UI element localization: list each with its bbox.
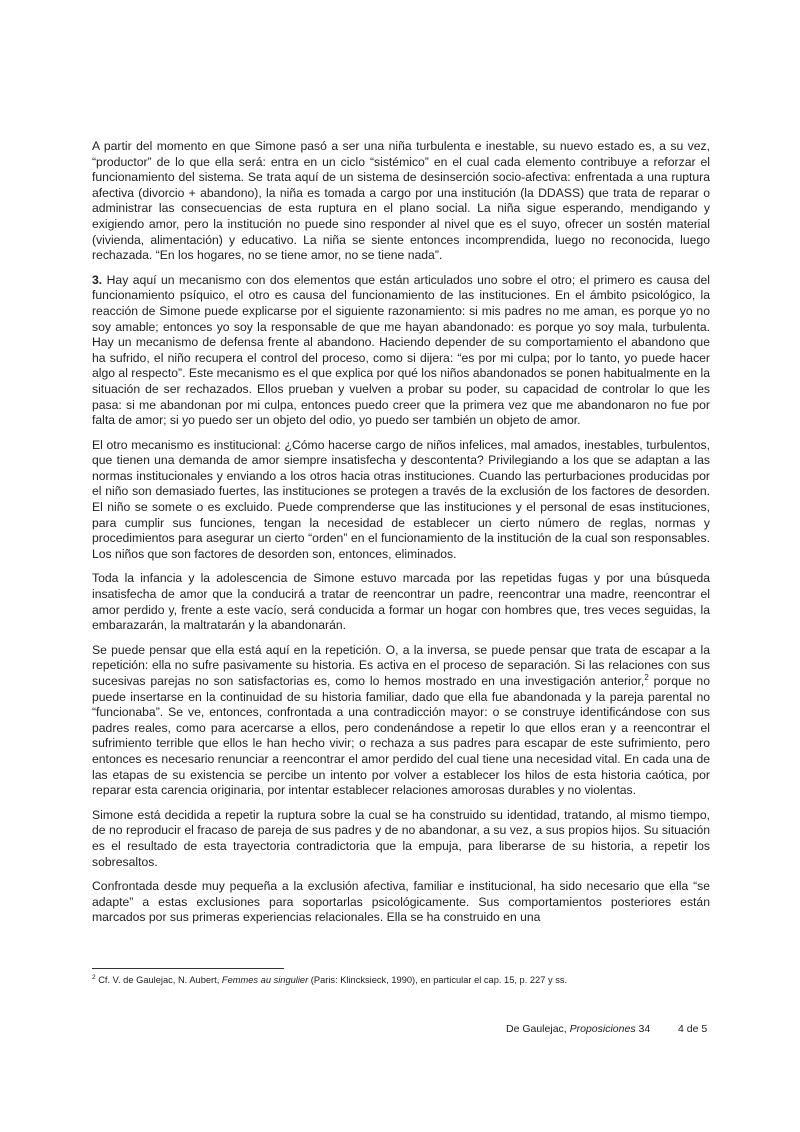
footer-journal-title: Proposiciones: [569, 1023, 636, 1035]
footnote-book-title: Femmes au singulier: [221, 975, 309, 985]
paragraph: Confrontada desde muy pequeña a la exclusión afectiva, familiar e institucional, ha sido necesario que ella “se adapte” a estas exclusiones para soportarlas psicológicamente. Sus comportamientos posteriores están marcados por sus primeras experiencias relacionales. Ella se ha construido en una: [92, 879, 710, 925]
footnote-text: (Paris: Klincksieck, 1990), en particular el cap. 15, p. 227 y ss.: [308, 975, 568, 985]
footnote-separator: [92, 968, 284, 969]
footnote-number: 2: [92, 973, 96, 981]
paragraph: [92, 273, 710, 429]
footnote-reference[interactable]: 2: [644, 672, 649, 682]
footer-author: De Gaulejac,: [506, 1023, 570, 1035]
paragraph: A partir del momento en que Simone pasó a ser una niña turbulenta e inestable, su nuevo estado es, a su vez, “productor” de lo que ella será: entra en un ciclo “sistémico” en el cual cada elemento contribuye a reforzar el funcionamiento del sistema. Se trata aquí de un sistema de desinserción socio-afectiva: enfrentada a una ruptura afectiva (divorcio + abandono), la niña es tomada a cargo por una institución (la DDASS) que trata de reparar o administrar las consecuencias de esta ruptura en el plano social. La niña sigue esperando, mendigando y exigiendo amor, pero la institución no puede sino responder al nivel que es el suyo, ofrecer un sostén material (vivienda, alimentación) y educativo. La niña se siente entonces incomprendida, luego no reconocida, luego rechazada. “En los hogares, no se tiene amor, no se tiene nada”.: [92, 139, 710, 263]
footer-issue: 34: [635, 1023, 651, 1035]
paragraph: Toda la infancia y la adolescencia de Simone estuvo marcada por las repetidas fugas y por una búsqueda insatisfecha de amor que la conducirá a tratar de reencontrar un padre, reencontrar una madre, reencontrar el amor perdido y, frente a este vacío, será conducida a formar un hogar con hombres que, tres veces seguidas, la embarazarán, la maltratarán y la abandonarán.: [92, 571, 710, 633]
footnote-text: Cf. V. de Gaulejac, N. Aubert,: [95, 975, 222, 985]
paragraph-text: Hay aquí un mecanismo con dos elementos que están articulados uno sobre el otro; el primero es causa del funcionamiento psíquico, el otro es causa del funcionamiento de las instituciones. En el ámbito psicológico, la reacción de Simone puede explicarse por el siguiente razonamiento: si mis padres no me aman, es porque yo no soy amable; entonces yo soy la responsable de que me hayan abandonado: es porque yo soy mala, turbulenta. Hay un mecanismo de defensa frente al abandono. Haciendo depender de su comportamiento el abandono que ha sufrido, el niño recupera el control del proceso, como si dijera: “es por mi culpa; por lo tanto, yo puede hacer algo al respecto”. Este mecanismo es el que explica por qué los niños abandonados se ponen habitualmente en la situación de ser rechazados. Ellos prueban y vuelven a probar su poder, su capacidad de controlar lo que les pasa: si me abandonan por mi culpa, entonces puedo creer que la primera vez que me abandonaron no fue por falta de amor; si yo puedo ser un objeto del odio, yo puedo ser también un objeto de amor.: [92, 272, 710, 428]
paragraph: Simone está decidida a repetir la ruptura sobre la cual se ha construido su identidad, tratando, al mismo tiempo, de no reproducir el fracaso de pareja de sus padres y de no abandonar, a su vez, a sus propios hijos. Su situación es el resultado de esta trayectoria contradictoria que la empuja, para liberarse de su historia, a repetir los sobresaltos.: [92, 807, 710, 869]
page-number: 4 de 5: [678, 1023, 708, 1035]
paragraph-text: Se puede pensar que ella está aquí en la repetición. O, a la inversa, se puede pensar que trata de escapar a la repetición: ella no sufre pasivamente su historia. Es activa en el proceso de separación. Si las relaciones con sus sucesivas parejas no son satisfactorias es, como lo hemos mostrado en una investigación anterior,: [92, 642, 710, 688]
section-number: 3.: [92, 272, 103, 287]
footer-source: [506, 1023, 650, 1036]
body-text: [92, 139, 710, 935]
paragraph: El otro mecanismo es institucional: ¿Cómo hacerse cargo de niños infelices, mal amados, inestables, turbulentos, que tienen una demanda de amor siempre insatisfecha y descontenta? Privilegiando a los que se adaptan a las normas institucionales y enviando a los otros hacia otras instituciones. Cuando las perturbaciones producidas por el niño son demasiado fuertes, las instituciones se protegen a través de la exclusión de los factores de desorden. El niño se somete o es excluido. Puede comprenderse que las instituciones y el personal de esas instituciones, para cumplir sus funciones, tengan la necesidad de establecer un cierto número de reglas, normas y procedimientos para asegurar un cierto “orden” en el funcionamiento de la institución de la cual son responsables. Los niños que son factores de desorden son, entonces, eliminados.: [92, 437, 710, 561]
paragraph: [92, 643, 710, 799]
footnote: [92, 974, 712, 986]
paragraph-text: porque no puede insertarse en la continuidad de su historia familiar, dado que ella fue abandonada y la pareja parental no “funcionaba”. Se ve, entonces, confrontada a una contradicción mayor: o se construye identificándose con sus padres reales, como para acercarse a ellos, pero condenándose a repetir lo que ellos eran y a reencontrar el sufrimiento terrible que ellos le han hecho vivir; o rechaza a sus padres para escapar de este sufrimiento, pero entonces es necesario renunciar a reencontrar el amor perdido del cual tiene una necesidad vital. En cada una de las etapas de su existencia se percibe un intento por volver a establecer los hilos de esta historia caótica, por reparar esta carencia originaria, por intentar establecer relaciones amorosas durables y no violentas.: [92, 674, 710, 798]
